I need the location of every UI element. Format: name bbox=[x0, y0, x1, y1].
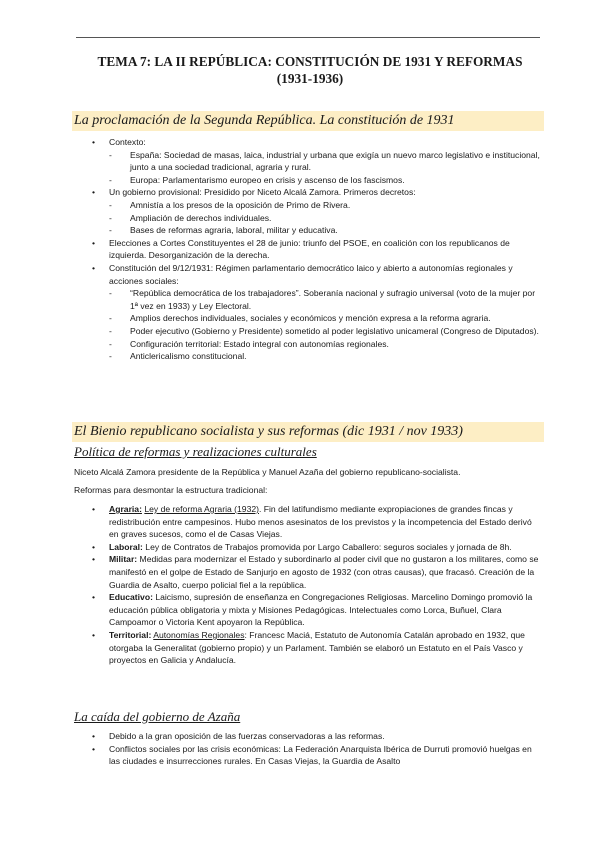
section-heading-proclamacion: La proclamación de la Segunda República. La constitución de 1931 bbox=[72, 111, 544, 131]
reforma-agraria-item bbox=[92, 503, 542, 541]
list-item: - “República democrática de los trabajadores”. Soberanía nacional y sufragio universal (voto de la mujer por 1ª vez en 1933) y Ley Electoral. bbox=[109, 287, 542, 312]
list-item bbox=[92, 262, 542, 363]
top-rule bbox=[76, 37, 540, 38]
reforma-militar-item bbox=[92, 553, 542, 591]
subheading-politica-reformas: Política de reformas y realizaciones culturales bbox=[74, 444, 317, 459]
subheading-caida-azana: La caída del gobierno de Azaña bbox=[74, 709, 241, 724]
ley-reforma-agraria-link: Ley de reforma Agraria (1932) bbox=[144, 504, 259, 514]
reforma-territorial-item bbox=[92, 629, 542, 667]
list-item: - España: Sociedad de masas, laica, industrial y urbana que exigía un nuevo marco legislativo e institucional, junto a una sociedad tradicional, agraria y rural. bbox=[109, 149, 542, 174]
territorial-text: : Francesc Maciá, Estatuto de Autonomía Catalán aprobado en 1932, que otorgaba la Generalitat (gobierno propio) y un Parlament. También se elaboró un Estatuto en el País Vasco y proyectos en Galicia y Andalucía. bbox=[109, 629, 525, 666]
document-title: TEMA 7: LA II REPÚBLICA: CONSTITUCIÓN DE 1931 Y REFORMAS (1931-1936) bbox=[97, 54, 523, 86]
contexto-sublist bbox=[109, 149, 542, 187]
list-item: - Configuración territorial: Estado integral con autonomías regionales. bbox=[109, 338, 542, 351]
paragraph-presidente: Niceto Alcalá Zamora presidente de la República y Manuel Azaña del gobierno republicano-socialista. bbox=[74, 467, 461, 477]
reformas-list bbox=[92, 503, 542, 667]
reforma-laboral-item bbox=[92, 541, 542, 554]
caida-list bbox=[92, 730, 542, 768]
list-item: • Conflictos sociales por las crisis económicas: La Federación Anarquista Ibérica de Durruti promovió huelgas en las ciudades e insurrecciones rurales. En Casas Viejas, la Guardia de Asalto bbox=[92, 743, 542, 768]
militar-text: Medidas para modernizar el Estado y subordinarlo al poder civil que no gustaron a los militares, como se manifestó en el golpe de Estado de Sanjurjo en agosto de 1932 (con otras causas), que fracasó. Creación de la Guardia de Asalto, cuerpo policial fiel a la república. bbox=[109, 554, 539, 590]
list-item: • Elecciones a Cortes Constituyentes el 28 de junio: triunfo del PSOE, en coalición con los republicanos de izquierda. Desorganización de la derecha. bbox=[92, 237, 542, 262]
paragraph-reformas-intro: Reformas para desmontar la estructura tradicional: bbox=[74, 485, 268, 495]
laboral-text: Ley de Contratos de Trabajos promovida por Largo Caballero: seguros sociales y jornada de 8h. bbox=[142, 541, 512, 552]
militar-label: Militar: bbox=[109, 554, 138, 565]
gobierno-sublist bbox=[109, 199, 542, 237]
constitucion-sublist bbox=[109, 287, 542, 363]
constitucion-text: Constitución del 9/12/1931: Régimen parlamentario democrático laico y abierto a autonomías regionales y acciones sociales: bbox=[109, 262, 513, 286]
list-item: • Debido a la gran oposición de las fuerzas conservadoras a las reformas. bbox=[92, 730, 542, 743]
autonomias-regionales-link: Autonomías Regionales bbox=[153, 629, 245, 640]
gobierno-text: Un gobierno provisional: Presidido por Niceto Alcalá Zamora. Primeros decretos: bbox=[109, 187, 416, 198]
reforma-educativo-item bbox=[92, 591, 542, 629]
agraria-label: Agraria: bbox=[109, 504, 142, 514]
list-item: - Europa: Parlamentarismo europeo en crisis y ascenso de los fascismos. bbox=[109, 174, 542, 187]
laboral-label: Laboral: bbox=[109, 541, 143, 552]
list-item: - Poder ejecutivo (Gobierno y Presidente) sometido al poder legislativo unicameral (Congreso de Diputados). bbox=[109, 325, 542, 338]
educativo-label: Educativo: bbox=[109, 592, 153, 603]
list-item bbox=[92, 136, 542, 186]
list-item: - Anticlericalismo constitucional. bbox=[109, 350, 542, 363]
section1-list bbox=[92, 136, 542, 363]
contexto-label: Contexto: bbox=[109, 137, 146, 147]
list-item: - Amnistía a los presos de la oposición de Primo de Rivera. bbox=[109, 199, 542, 212]
list-item: - Ampliación de derechos individuales. bbox=[109, 212, 542, 225]
section-heading-bienio: El Bienio republicano socialista y sus reformas (dic 1931 / nov 1933) bbox=[72, 422, 544, 442]
territorial-label: Territorial: bbox=[109, 629, 152, 640]
educativo-text: Laicismo, supresión de enseñanza en Congregaciones Religiosas. Marcelino Domingo promovió la educación pública obligatoria y mixta y Misiones Pedagógicas. Intelectuales como Lorca, Buñuel, Clara Campoamor o Victoria Kent apoyaron la República. bbox=[109, 592, 533, 628]
list-item: - Bases de reformas agraria, laboral, militar y educativa. bbox=[109, 224, 542, 237]
list-item bbox=[92, 186, 542, 236]
list-item: - Amplios derechos individuales, sociales y económicos y mención expresa a la reforma agraria. bbox=[109, 312, 542, 325]
agraria-text: . Fin del latifundismo mediante expropiaciones de grandes fincas y redistribución entre campesinos. Hubo menos asesinatos de los previstos y la incompetencia del Estado derivó en graves sucesos, como el de Casas Viejas. bbox=[109, 504, 532, 540]
